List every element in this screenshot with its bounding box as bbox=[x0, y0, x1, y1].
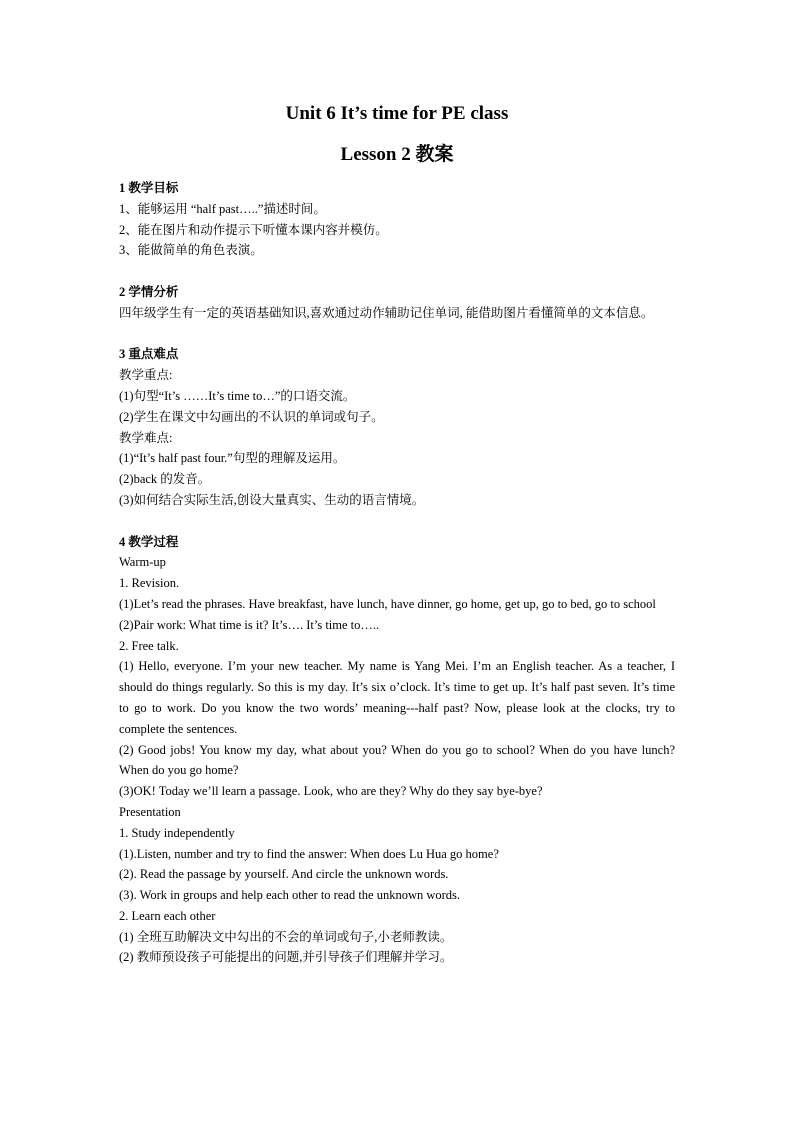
lesson-plan-page bbox=[119, 100, 675, 968]
document-subtitle: Lesson 2 教案 bbox=[340, 144, 454, 165]
paragraph: 2. Free talk. bbox=[119, 638, 179, 653]
paragraph: (1)Let’s read the phrases. Have breakfast, have lunch, have dinner, go home, get up, go to bed, go to school bbox=[119, 596, 656, 611]
paragraph: 1. Study independently bbox=[119, 825, 235, 840]
document-title: Unit 6 It’s time for PE class bbox=[285, 103, 509, 124]
section-key-points bbox=[119, 344, 675, 510]
paragraph: (2)back 的发音。 bbox=[119, 472, 211, 487]
paragraph: 1. Revision. bbox=[119, 576, 180, 591]
paragraph: (2) 教师预设孩子可能提出的问题,并引导孩子们理解并学习。 bbox=[119, 950, 453, 965]
section-student-analysis bbox=[119, 282, 675, 324]
section-heading: 1 教学目标 bbox=[119, 181, 179, 195]
paragraph: 四年级学生有一定的英语基础知识,喜欢通过动作辅助记住单词, 能借助图片看懂简单的文本信息。 bbox=[119, 305, 654, 320]
paragraph: 教学难点: bbox=[119, 430, 173, 445]
section-heading: 4 教学过程 bbox=[119, 534, 179, 549]
section-teaching-process bbox=[119, 532, 675, 969]
paragraph: (3). Work in groups and help each other to read the unknown words. bbox=[119, 888, 461, 903]
paragraph: (1)“It’s half past four.”句型的理解及运用。 bbox=[119, 451, 346, 466]
paragraph: 1、能够运用 “half past…..”描述时间。 bbox=[119, 201, 326, 216]
paragraph: (2)Pair work: What time is it? It’s…. It’s time to….. bbox=[119, 617, 380, 632]
section-heading: 3 重点难点 bbox=[119, 347, 179, 362]
paragraph: 3、能做简单的角色表演。 bbox=[119, 243, 263, 258]
paragraph: (3)如何结合实际生活,创设大量真实、生动的语言情境。 bbox=[119, 492, 425, 507]
paragraph: (1) Hello, everyone. I’m your new teacher. My name is Yang Mei. I’m an English teacher. As a teacher, I should do things regularly. So this is my day. It’s six o’clock. It’s time to get up. It’s half past seven. It’s time to go to work. Do you know the two words’ meaning---half past? Now, please look at the clocks, try to complete the sentences. bbox=[119, 659, 675, 736]
paragraph: Warm-up bbox=[119, 555, 166, 570]
paragraph: Presentation bbox=[119, 804, 181, 819]
section-heading: 2 学情分析 bbox=[119, 284, 179, 299]
paragraph: 教学重点: bbox=[119, 368, 173, 383]
paragraph: 2、能在图片和动作提示下听懂本课内容并模仿。 bbox=[119, 222, 388, 237]
paragraph: (2). Read the passage by yourself. And circle the unknown words. bbox=[119, 867, 449, 882]
paragraph: (2)学生在课文中勾画出的不认识的单词或句子。 bbox=[119, 409, 384, 424]
paragraph: 2. Learn each other bbox=[119, 908, 216, 923]
paragraph: (1)句型“It’s ……It’s time to…”的口语交流。 bbox=[119, 388, 356, 403]
paragraph: (2) Good jobs! You know my day, what about you? When do you go to school? When do you have lunch? When do you go home? bbox=[119, 742, 675, 778]
paragraph: (3)OK! Today we’ll learn a passage. Look, who are they? Why do they say bye-bye? bbox=[119, 784, 543, 799]
paragraph: (1).Listen, number and try to find the answer: When does Lu Hua go home? bbox=[119, 846, 499, 861]
section-teaching-objectives bbox=[119, 178, 675, 261]
paragraph: (1) 全班互助解决文中勾出的不会的单词或句子,小老师教读。 bbox=[119, 929, 453, 944]
